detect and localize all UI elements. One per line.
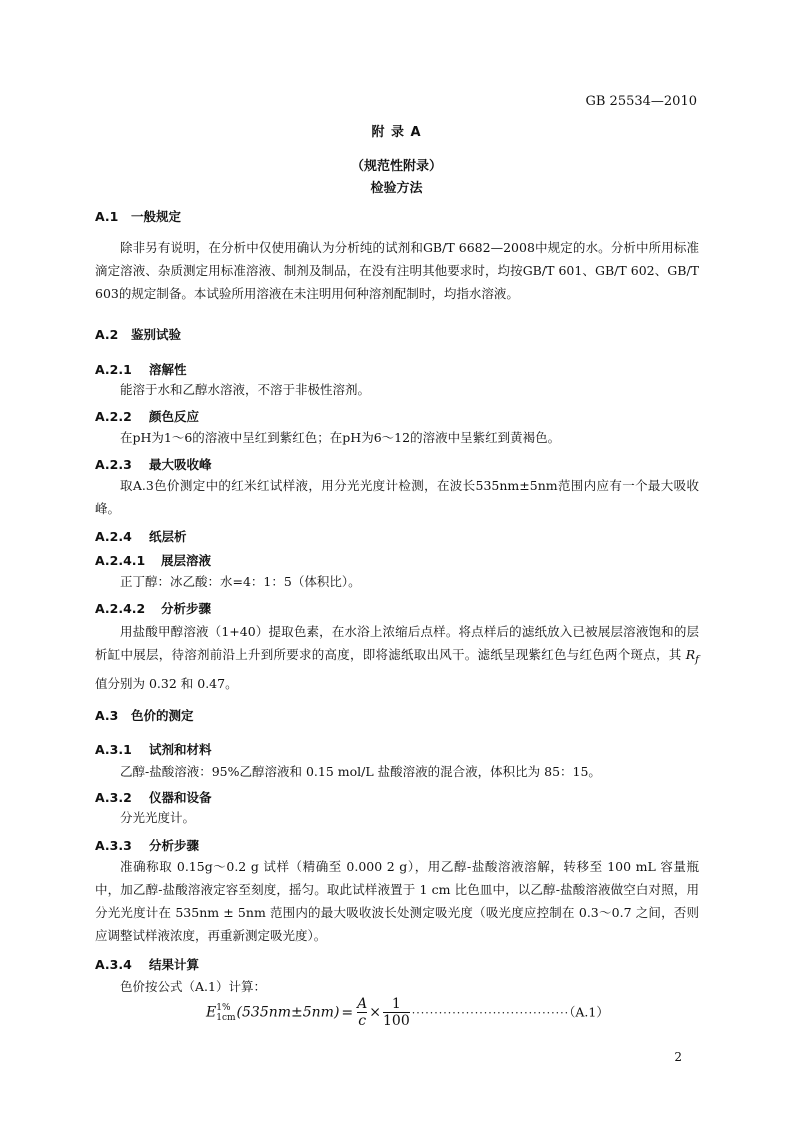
section-title: 试剂和材料 <box>149 742 212 757</box>
section-title: 颜色反应 <box>149 409 200 424</box>
paragraph-a21: 能溶于水和乙醇水溶液，不溶于非极性溶剂。 <box>120 382 371 397</box>
section-number: A.2.4 <box>95 529 132 544</box>
paragraph-a32: 分光光度计。 <box>120 810 196 825</box>
fraction-denominator: c <box>358 1013 367 1029</box>
paragraph-a34: 色价按公式（A.1）计算： <box>120 979 266 994</box>
rf-symbol: R <box>685 647 696 662</box>
formula-superscript: 1% <box>216 1002 231 1013</box>
rf-subscript: f <box>695 653 699 666</box>
section-title: 纸层析 <box>149 529 187 544</box>
section-number: A.2 <box>95 327 119 342</box>
section-number: A.3.1 <box>95 742 132 757</box>
paragraph-a1: 除非另有说明，在分析中仅使用确认为分析纯的试剂和GB/T 6682—2008中规定的水。分析中所用标准滴定溶液、杂质测定用标准溶液、制剂及制品，在没有注明其他要求时，均按GB/T 601、GB/T 602、GB/T 603的规定制备。本试验所用溶液在未注明用何种溶剂配制时，均指水溶液。 <box>95 240 699 301</box>
formula-symbol: E <box>206 1004 217 1021</box>
section-heading-a33 <box>95 836 199 854</box>
section-number: A.2.3 <box>95 457 132 472</box>
page-number: 2 <box>674 1050 682 1064</box>
paragraph-text-end: 值分别为 0.32 和 0.47。 <box>95 675 238 691</box>
fraction-a-over-c <box>357 996 367 1029</box>
section-number: A.2.2 <box>95 409 132 424</box>
section-title: 分析步骤 <box>149 838 200 853</box>
appendix-subtitle: （规范性附录） <box>350 159 442 174</box>
fraction-1-over-100 <box>383 996 410 1029</box>
paragraph-a23: 取A.3色价测定中的红米红试样液，用分光光度计检测，在波长535nm±5nm范围内应有一个最大吸收峰。 <box>95 478 699 516</box>
section-heading-a34 <box>95 955 199 973</box>
paragraph-a241: 正丁醇：冰乙酸：水=4：1：5（体积比）。 <box>120 574 361 589</box>
section-heading-a23 <box>95 455 212 473</box>
section-heading-a31 <box>95 740 212 758</box>
formula-argument: (535nm±5nm) <box>236 1004 340 1021</box>
section-title: 溶解性 <box>149 362 187 377</box>
section-number: A.3.2 <box>95 790 132 805</box>
section-number: A.1 <box>95 209 119 224</box>
formula-subscript: 1cm <box>216 1012 236 1023</box>
fraction-numerator: A <box>357 996 368 1012</box>
section-heading-a22 <box>95 407 199 425</box>
section-heading-a241 <box>95 551 211 569</box>
formula-a1 <box>206 996 609 1029</box>
section-heading-a32 <box>95 788 212 806</box>
section-title: 最大吸收峰 <box>149 457 212 472</box>
section-heading-a2 <box>95 325 181 343</box>
section-number: A.3.3 <box>95 838 132 853</box>
section-number: A.2.4.2 <box>95 601 146 616</box>
section-number: A.3 <box>95 708 119 723</box>
paragraph-text: 用盐酸甲醇溶液（1+40）提取色素，在水浴上浓缩后点样。将点样后的滤纸放入已被展层溶液饱和的层析缸中展层，待溶剂前沿上升到所要求的高度，即将滤纸取出风干。滤纸呈现紫红色与红色两个斑点，其 <box>95 624 699 662</box>
section-number: A.2.1 <box>95 362 132 377</box>
paragraph-a31: 乙醇-盐酸溶液：95%乙醇溶液和 0.15 mol/L 盐酸溶液的混合液，体积比为 85：15。 <box>120 764 601 779</box>
appendix-heading: 检验方法 <box>370 181 423 196</box>
section-heading-a21 <box>95 360 187 378</box>
formula-equals: = <box>341 1004 354 1021</box>
section-title: 仪器和设备 <box>149 790 212 805</box>
formula-times: × <box>369 1004 382 1021</box>
fraction-denominator: 100 <box>383 1013 410 1029</box>
paragraph-a242 <box>95 620 699 695</box>
section-heading-a3 <box>95 706 194 724</box>
formula-label: （A.1） <box>569 1004 609 1020</box>
paragraph-a33: 准确称取 0.15g～0.2 g 试样（精确至 0.000 2 g），用乙醇-盐酸溶液溶解，转移至 100 mL 容量瓶中，加乙醇-盐酸溶液定容至刻度，摇匀。取此试样液置于 1 cm 比色皿中，以乙醇-盐酸溶液做空白对照，用分光光度计在 535nm ± 5nm 范围内的最大吸收波长处测定吸光度（吸光度应控制在 0.3～0.7 之间，否则应调整试样液浓度，再重新测定吸光度）。 <box>95 859 699 943</box>
section-number: A.3.4 <box>95 957 132 972</box>
section-heading-a1 <box>95 207 181 225</box>
section-title: 一般规定 <box>131 209 182 224</box>
formula-leader-dots: ··································· <box>411 1006 570 1020</box>
section-number: A.2.4.1 <box>95 553 146 568</box>
paragraph-a22: 在pH为1～6的溶液中呈红到紫红色；在pH为6～12的溶液中呈紫红到黄褐色。 <box>120 430 561 445</box>
appendix-title: 附 录 A <box>371 125 422 140</box>
standard-number: GB 25534—2010 <box>585 94 697 109</box>
section-title: 分析步骤 <box>161 601 212 616</box>
section-heading-a242 <box>95 599 211 617</box>
section-title: 鉴别试验 <box>131 327 182 342</box>
section-title: 色价的测定 <box>131 708 194 723</box>
section-title: 展层溶液 <box>161 553 212 568</box>
fraction-numerator: 1 <box>391 996 401 1012</box>
section-title: 结果计算 <box>149 957 200 972</box>
section-heading-a24 <box>95 527 187 545</box>
